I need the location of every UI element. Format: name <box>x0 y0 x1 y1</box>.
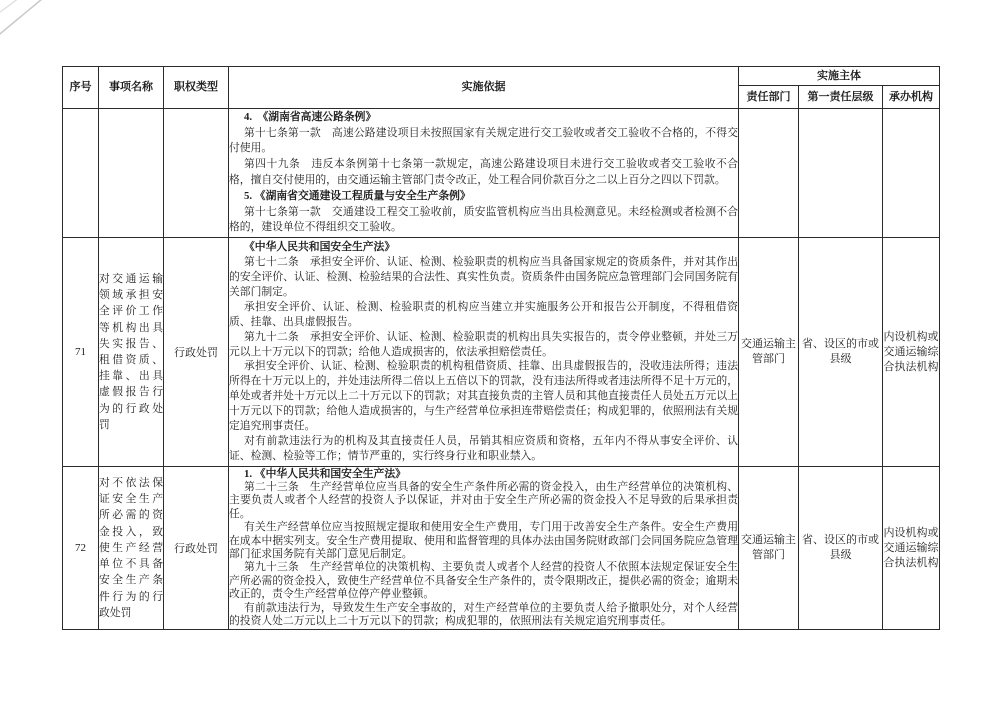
basis-paragraph: 第十七条第一款 交通建设工程交工验收前，质安监管机构应当出具检测意见。未经检测或者检测不合格的，建设单位不得组织交工验收。 <box>229 205 738 234</box>
cell-serial <box>63 109 99 238</box>
header-cell-serial: 序号 <box>63 67 99 109</box>
header-cell-authority-type: 职权类型 <box>164 67 229 109</box>
basis-paragraph: 承担安全评价、认证、检测、检验职责的机构租借资质、挂靠、出具虚假报告的，没收违法所得；违法所得在十万元以上的，并处违法所得二倍以上五倍以下的罚款，没有违法所得或者违法所得不足十万元的，单处或者并处十万元以上二十万元以下的罚款；对其直接负责的主管人员和其他直接责任人员处五万元以上十万元以下的罚款；给他人造成损害的，与生产经营单位承担连带赔偿责任；构成犯罪的，依照刑法有关规定追究刑事责任。 <box>229 360 738 433</box>
table-row-71 <box>63 238 940 467</box>
header-cell-implementation-subject: 实施主体 <box>739 67 940 86</box>
cell-implementation-basis <box>229 238 739 467</box>
table-row-continuation <box>63 109 940 238</box>
basis-paragraph: 第二十三条 生产经营单位应当具备的安全生产条件所必需的资金投入，由生产经营单位的决策机构、主要负责人或者个人经营的投资人予以保证，并对由于安全生产所必需的资金投入不足导致的后果承担责任。 <box>229 480 738 520</box>
cell-responsibility-level <box>799 109 883 238</box>
basis-paragraph: 第四十九条 违反本条例第十七条第一款规定，高速公路建设项目未进行交工验收或者交工验收不合格，擅自交付使用的，由交通运输主管部门责令改正，处工程合同价款百分之二以上百分之四以下罚款。 <box>229 158 738 186</box>
basis-paragraph: 有前款违法行为，导致发生生产安全事故的，对生产经营单位的主要负责人给予撤职处分，对个人经营的投资人处二万元以上二十万元以下的罚款；构成犯罪的，依照刑法有关规定追究刑事责任。 <box>229 601 738 628</box>
cell-item-name: 对交通运输领域承担安全评价工作等机构出具失实报告、租借资质、挂靠、出具虚假报告行为的行政处罚 <box>99 238 164 467</box>
cell-responsible-dept: 交通运输主管部门 <box>739 467 799 630</box>
basis-paragraph: 承担安全评价、认证、检测、检验职责的机构应当建立并实施服务公开和报告公开制度，不得租借资质、挂靠、出具虚假报告。 <box>229 300 738 328</box>
cell-undertaking-agency <box>883 109 940 238</box>
cell-authority-type: 行政处罚 <box>164 238 229 467</box>
table-row-72 <box>63 467 940 630</box>
cell-responsible-dept <box>739 109 799 238</box>
header-cell-implementation-basis: 实施依据 <box>229 67 739 109</box>
basis-paragraph: 第七十二条 承担安全评价、认证、检测、检验职责的机构应当具备国家规定的资质条件，并对其作出的安全评价、认证、检测、检验结果的合法性、真实性负责。资质条件由国务院应急管理部门会同国务院有关部门制定。 <box>229 256 738 298</box>
basis-paragraph: 4. 《湖南省高速公路条例》 <box>244 110 377 123</box>
cell-implementation-basis <box>229 467 739 630</box>
authority-items-table <box>62 66 940 630</box>
cell-undertaking-agency: 内设机构或交通运输综合执法机构 <box>883 238 940 467</box>
basis-paragraph: 对有前款违法行为的机构及其直接责任人员，吊销其相应资质和资格，五年内不得从事安全评价、认证、检测、检验等工作；情节严重的，实行终身行业和职业禁入。 <box>229 434 738 462</box>
cell-item-name: 对不依法保证安全生产所必需的资金投入，致使生产经营单位不具备安全生产条件行为的行政处罚 <box>99 467 164 630</box>
cell-responsible-dept: 交通运输主管部门 <box>739 238 799 467</box>
basis-paragraph: 第九十二条 承担安全评价、认证、检测、检验职责的机构出具失实报告的，责令停业整顿，并处三万元以上十万元以下的罚款；给他人造成损害的，依法承担赔偿责任。 <box>229 330 738 358</box>
header-cell-item-name: 事项名称 <box>99 67 164 109</box>
cell-responsibility-level: 省、设区的市或县级 <box>799 238 883 467</box>
cell-item-name <box>99 109 164 238</box>
cell-serial: 71 <box>63 238 99 467</box>
basis-paragraph: 《中华人民共和国安全生产法》 <box>244 241 396 254</box>
cell-authority-type: 行政处罚 <box>164 467 229 630</box>
basis-paragraph: 有关生产经营单位应当按照规定提取和使用安全生产费用，专门用于改善安全生产条件。安全生产费用在成本中据实列支。安全生产费用提取、使用和监督管理的具体办法由国务院财政部门会同国务院应急管理部门征求国务院有关部门意见后制定。 <box>229 521 738 560</box>
cell-serial: 72 <box>63 467 99 630</box>
basis-paragraph: 第九十三条 生产经营单位的决策机构、主要负责人或者个人经营的投资人不依照本法规定保证安全生产所必需的资金投入，致使生产经营单位不具备安全生产条件的，责令限期改正，提供必需的资金；逾期未改正的，责令生产经营单位停产停业整顿。 <box>229 561 738 601</box>
scan-artifact-lines <box>0 0 70 60</box>
cell-implementation-basis <box>229 109 739 238</box>
cell-authority-type <box>164 109 229 238</box>
header-cell-responsible-dept: 责任部门 <box>739 86 799 109</box>
cell-responsibility-level: 省、设区的市或县级 <box>799 467 883 630</box>
header-cell-first-responsibility-level: 第一责任层级 <box>799 86 883 109</box>
basis-paragraph: 1. 《中华人民共和国安全生产法》 <box>244 467 406 480</box>
basis-paragraph: 5. 《湖南省交通建设工程质量与安全生产条例》 <box>244 189 471 202</box>
cell-undertaking-agency: 内设机构或交通运输综合执法机构 <box>883 467 940 630</box>
basis-paragraph: 第十七条第一款 高速公路建设项目未按照国家有关规定进行交工验收或者交工验收不合格的，不得交付使用。 <box>229 126 738 155</box>
header-cell-undertaking-agency: 承办机构 <box>883 86 940 109</box>
